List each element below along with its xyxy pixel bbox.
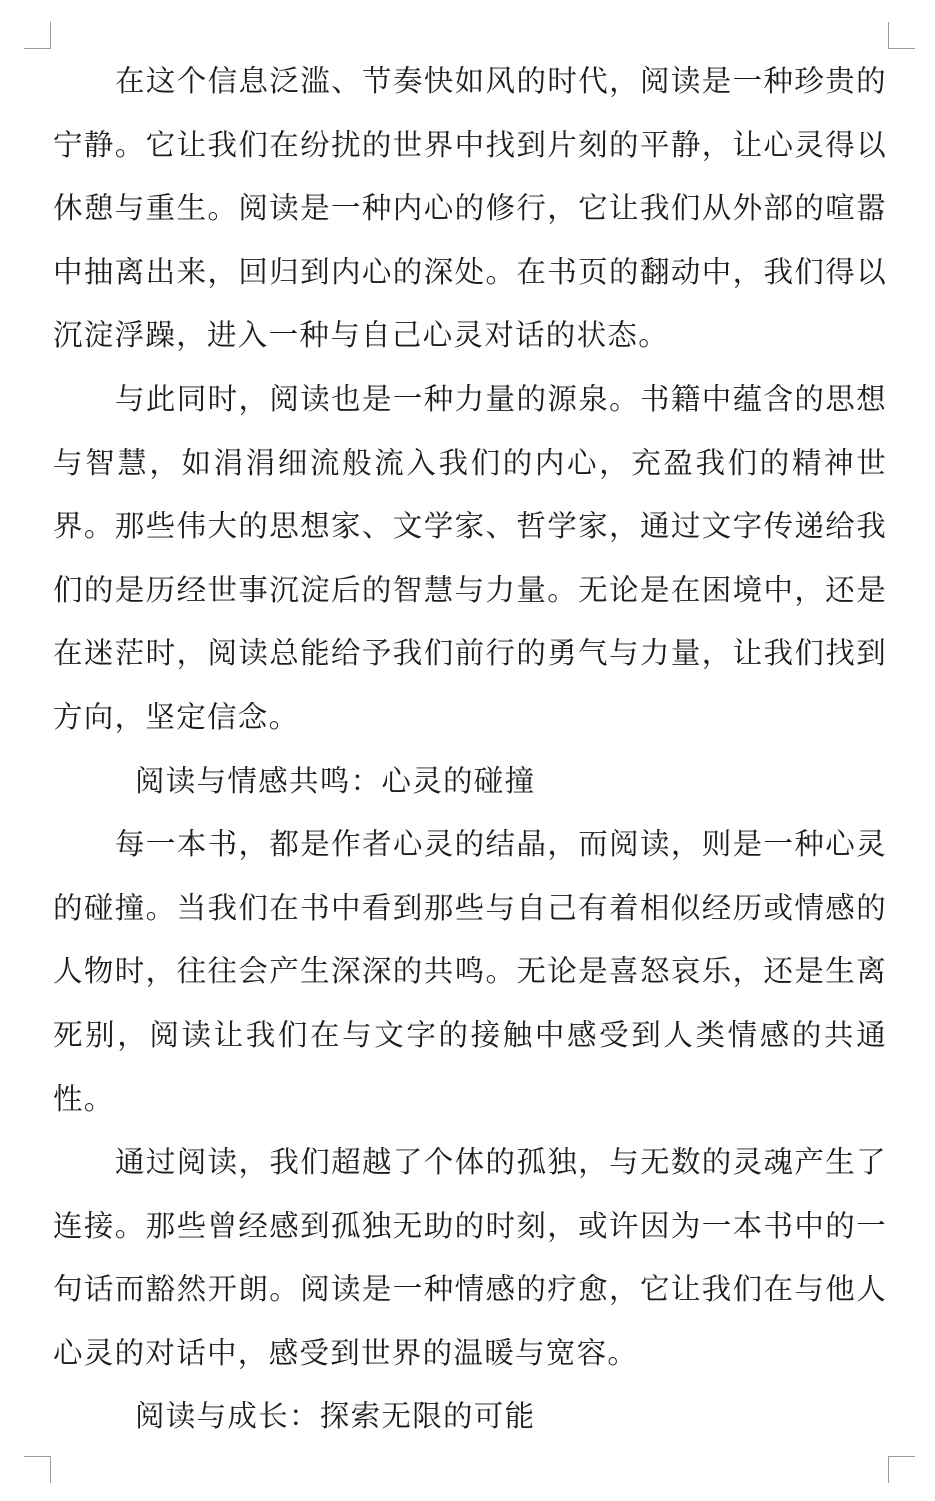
paragraph-1: 在这个信息泛滥、节奏快如风的时代，阅读是一种珍贵的宁静。它让我们在纷扰的世界中找到片刻的平静，让心灵得以休憩与重生。阅读是一种内心的修行，它让我们从外部的喧嚣中抽离出来，回归到内心的深处。在书页的翻动中，我们得以沉淀浮躁，进入一种与自己心灵对话的状态。	[53, 64, 887, 353]
section-heading-growth: 阅读与成长：探索无限的可能	[135, 1399, 536, 1434]
crop-mark-bottom-left	[24, 1456, 51, 1483]
crop-mark-top-right	[888, 22, 915, 49]
paragraph-2: 与此同时，阅读也是一种力量的源泉。书籍中蕴含的思想与智慧，如涓涓细流般流入我们的内心，充盈我们的精神世界。那些伟大的思想家、文学家、哲学家，通过文字传递给我们的是历经世事沉淀后的智慧与力量。无论是在困境中，还是在迷茫时，阅读总能给予我们前行的勇气与力量，让我们找到方向，坚定信念。	[53, 381, 887, 734]
crop-mark-top-left	[24, 22, 51, 49]
paragraph-4: 通过阅读，我们超越了个体的孤独，与无数的灵魂产生了连接。那些曾经感到孤独无助的时刻，或许因为一本书中的一句话而豁然开朗。阅读是一种情感的疗愈，它让我们在与他人心灵的对话中，感受到世界的温暖与宽容。	[53, 1145, 887, 1370]
document-body	[53, 50, 887, 1449]
section-heading-emotional-resonance: 阅读与情感共鸣：心灵的碰撞	[135, 763, 536, 798]
paragraph-3: 每一本书，都是作者心灵的结晶，而阅读，则是一种心灵的碰撞。当我们在书中看到那些与自己有着相似经历或情感的人物时，往往会产生深深的共鸣。无论是喜怒哀乐，还是生离死别，阅读让我们在与文字的接触中感受到人类情感的共通性。	[53, 827, 887, 1116]
crop-mark-bottom-right	[888, 1456, 915, 1483]
